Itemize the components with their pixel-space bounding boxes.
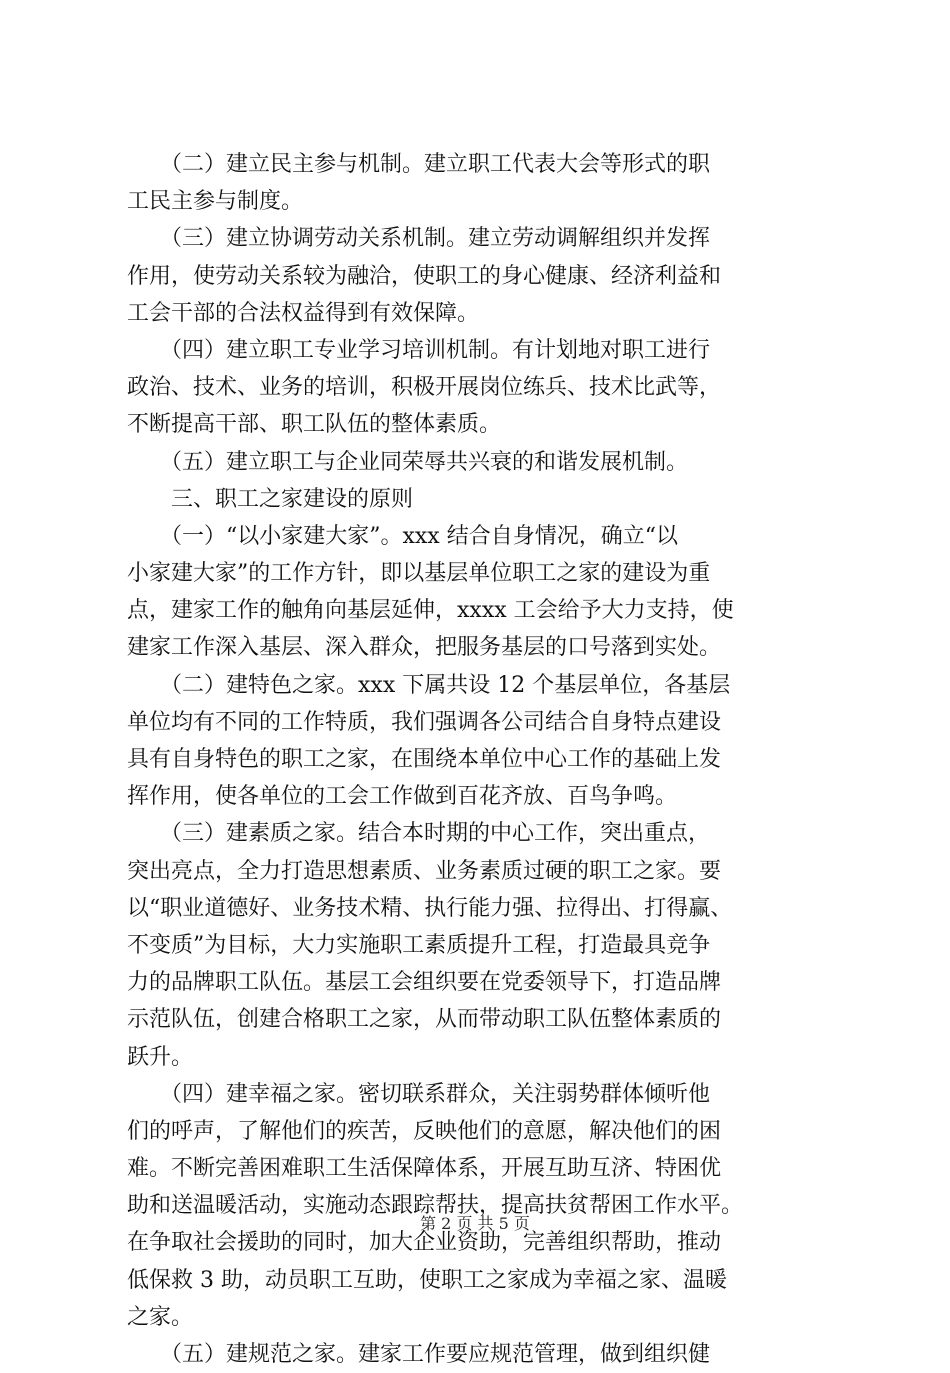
text-line: （二）建特色之家。xxx 下属共设 12 个基层单位，各基层 [127,672,731,698]
text-line: 低保救 3 助，动员职工互助，使职工之家成为幸福之家、温暖 [127,1267,727,1293]
text-line: 突出亮点，全力打造思想素质、业务素质过硬的职工之家。要 [127,858,722,884]
text-line: 力的品牌职工队伍。基层工会组织要在党委领导下，打造品牌 [127,970,722,996]
text-line: 工民主参与制度。 [127,189,304,215]
text-line: 不断提高干部、职工队伍的整体素质。 [127,412,502,438]
text-line: 作用，使劳动关系较为融洽，使职工的身心健康、经济利益和 [127,263,722,289]
text-line: 点，建家工作的触角向基层延伸，xxxx 工会给予大力支持，使 [127,598,734,624]
text-line: 跃升。 [127,1044,194,1070]
text-line: 工会干部的合法权益得到有效保障。 [127,300,480,326]
text-line: （二）建立民主参与机制。建立职工代表大会等形式的职 [127,152,711,177]
section-heading: 三、职工之家建设的原则 [127,486,414,512]
text-line: （一）“以小家建大家”。xxx 结合自身情况，确立“以 [127,523,678,549]
text-line: 们的呼声，了解他们的疾苦，反映他们的意愿，解决他们的困 [127,1118,722,1144]
text-line: 之家。 [127,1304,194,1330]
text-line: （四）建幸福之家。密切联系群众，关注弱势群体倾听他 [127,1081,711,1107]
text-line: 在争取社会援助的同时，加大企业资助，完善组织帮助，推动 [127,1230,722,1256]
text-line: 挥作用，使各单位的工会工作做到百花齐放、百鸟争鸣。 [127,784,678,810]
text-line: 建家工作深入基层、深入群众，把服务基层的口号落到实处。 [127,635,722,661]
text-line: 单位均有不同的工作特质，我们强调各公司结合自身特点建设 [127,709,722,735]
text-line: （五）建规范之家。建家工作要应规范管理，做到组织健 [127,1342,711,1367]
text-line: 小家建大家”的工作方针，即以基层单位职工之家的建设为重 [127,561,711,587]
page-number-footer: 第 2 页 共 5 页 [420,1214,530,1233]
text-line: （三）建素质之家。结合本时期的中心工作，突出重点， [127,821,711,847]
text-line: 以“职业道德好、业务技术精、执行能力强、拉得出、打得赢、 [127,895,733,921]
document-body [127,146,833,1373]
text-line: 不变质”为目标，大力实施职工素质提升工程，打造最具竞争 [127,932,711,958]
text-line: 难。不断完善困难职工生活保障体系，开展互助互济、特困优 [127,1156,722,1182]
text-line: 政治、技术、业务的培训，积极开展岗位练兵、技术比武等， [127,375,722,401]
text-line: 示范队伍，创建合格职工之家，从而带动职工队伍整体素质的 [127,1007,722,1033]
text-line: 具有自身特色的职工之家，在围绕本单位中心工作的基础上发 [127,747,722,772]
text-line: （五）建立职工与企业同荣辱共兴衰的和谐发展机制。 [127,449,689,475]
text-line: 助和送温暖活动，实施动态跟踪帮扶，提高扶贫帮困工作水平。 [127,1193,744,1219]
text-line: （四）建立职工专业学习培训机制。有计划地对职工进行 [127,337,711,363]
text-line: （三）建立协调劳动关系机制。建立劳动调解组织并发挥 [127,226,711,252]
